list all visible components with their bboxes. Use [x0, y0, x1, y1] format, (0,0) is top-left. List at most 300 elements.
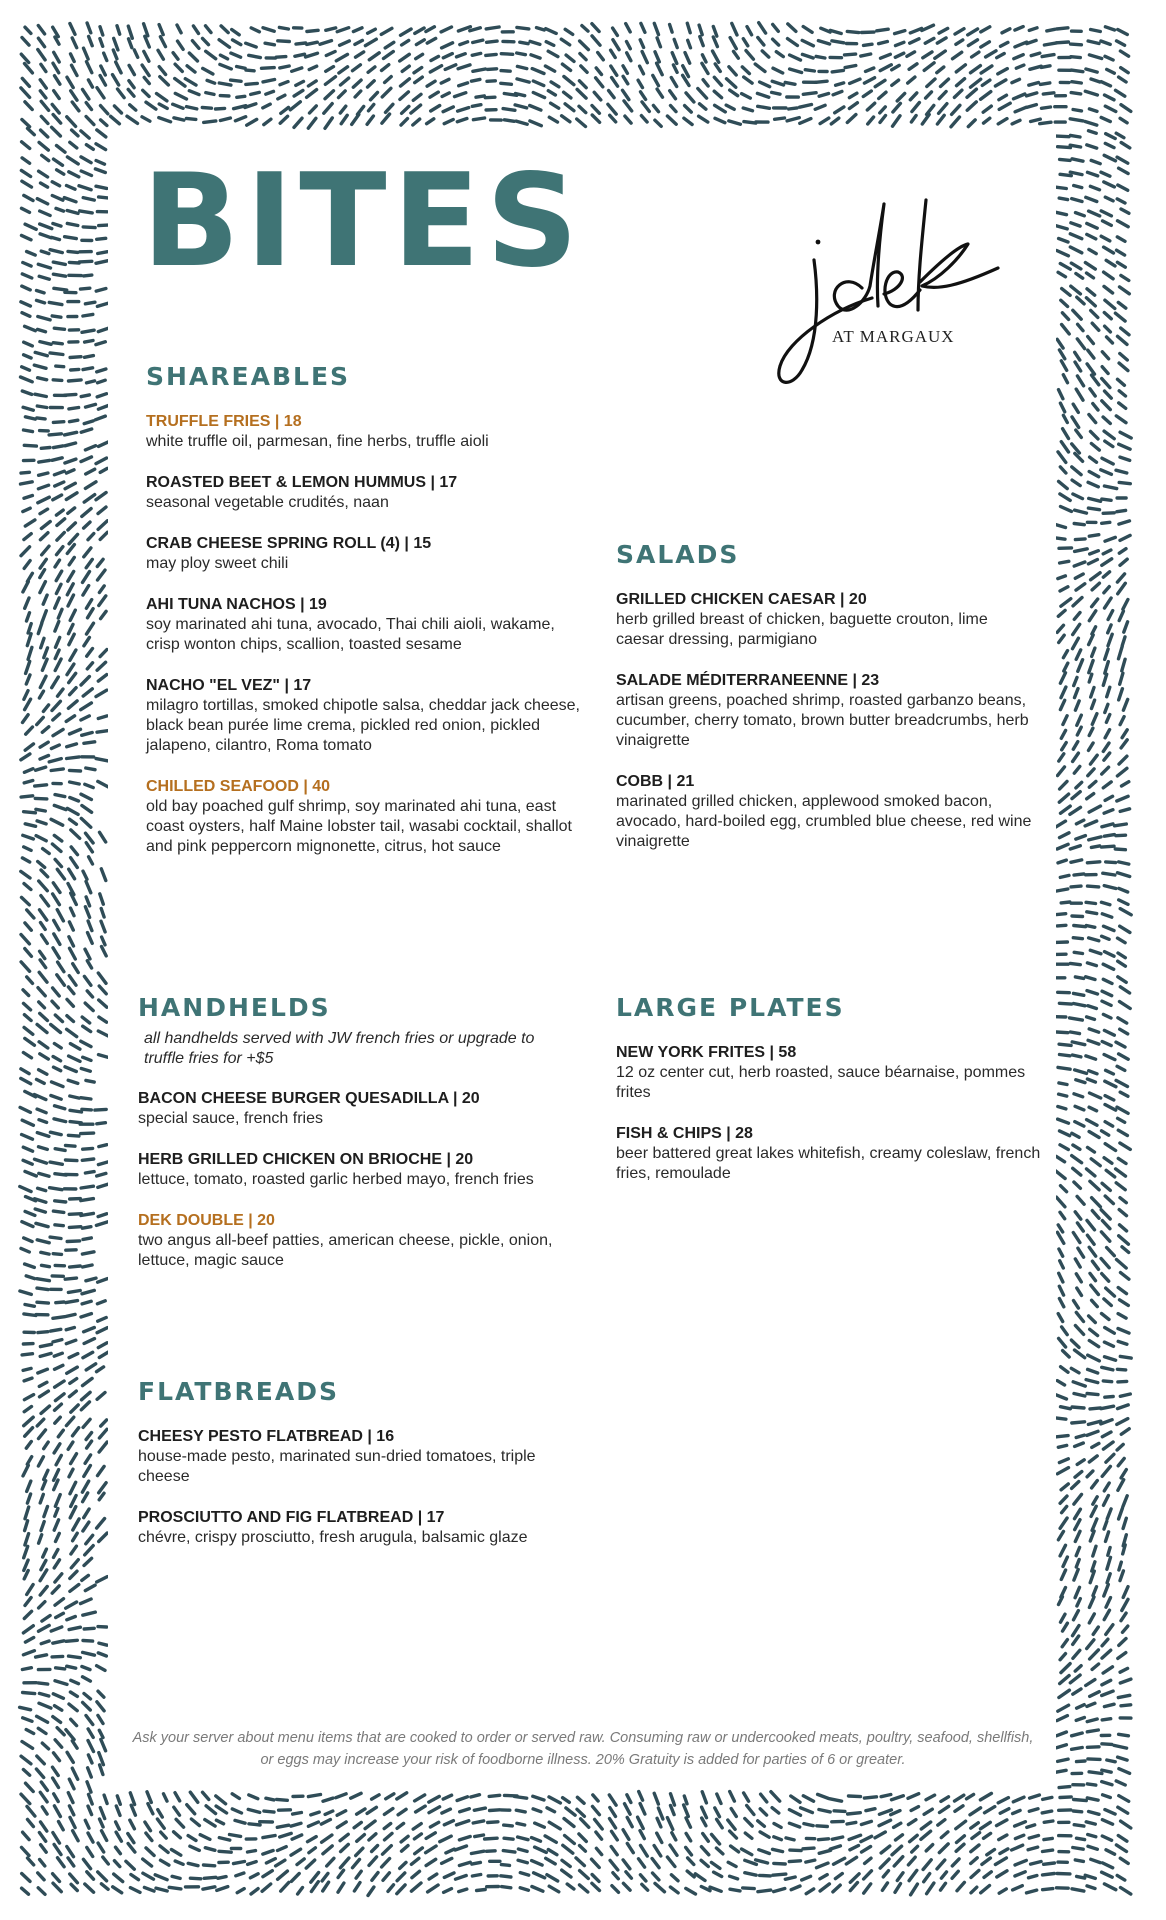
pattern-dash: [1073, 753, 1079, 761]
pattern-dash: [800, 119, 811, 124]
pattern-dash: [99, 1483, 106, 1493]
jdek-logo: [762, 190, 1022, 400]
pattern-dash: [70, 688, 77, 695]
pattern-dash: [101, 909, 104, 918]
pattern-dash: [24, 1015, 31, 1021]
pattern-dash: [220, 55, 227, 59]
pattern-dash: [98, 380, 106, 383]
pattern-dash: [745, 1833, 752, 1838]
pattern-dash: [892, 65, 900, 69]
pattern-dash: [501, 54, 512, 55]
pattern-dash: [70, 1096, 79, 1098]
pattern-dash: [880, 107, 886, 113]
pattern-dash: [159, 25, 163, 35]
pattern-dash: [1073, 1650, 1080, 1658]
pattern-dash: [79, 261, 91, 262]
pattern-dash: [54, 1806, 60, 1817]
pattern-dash: [577, 89, 586, 98]
pattern-dash: [1074, 1800, 1087, 1801]
pattern-dash: [27, 634, 31, 646]
pattern-dash: [623, 1883, 630, 1890]
pattern-dash: [563, 1798, 570, 1803]
pattern-dash: [640, 1831, 644, 1839]
pattern-dash: [43, 849, 50, 854]
pattern-dash: [1117, 1066, 1125, 1070]
pattern-dash: [204, 121, 216, 123]
pattern-dash: [895, 1884, 901, 1893]
pattern-dash: [192, 41, 199, 49]
pattern-dash: [70, 610, 75, 620]
pattern-dash: [1117, 796, 1128, 801]
pattern-dash: [1120, 1858, 1128, 1863]
pattern-dash: [1087, 912, 1097, 914]
pattern-dash: [129, 39, 132, 48]
pattern-dash: [56, 571, 62, 581]
pattern-dash: [655, 120, 661, 126]
pattern-dash: [96, 289, 106, 292]
pattern-dash: [66, 493, 77, 500]
pattern-dash: [1119, 1796, 1129, 1802]
pattern-dash: [729, 67, 736, 75]
pattern-dash: [263, 1851, 273, 1855]
pattern-dash: [65, 237, 77, 239]
pattern-dash: [1087, 1431, 1098, 1435]
pattern-dash: [1120, 987, 1129, 993]
pattern-dash: [22, 38, 29, 46]
pattern-dash: [937, 67, 944, 73]
pattern-dash: [530, 121, 541, 126]
pattern-dash: [562, 1870, 571, 1877]
pattern-dash: [52, 701, 60, 710]
pattern-dash: [734, 51, 739, 58]
pattern-dash: [262, 68, 275, 69]
pattern-dash: [1060, 1145, 1068, 1150]
pattern-dash: [581, 66, 587, 72]
pattern-dash: [83, 1641, 93, 1642]
menu-item: [146, 595, 586, 655]
pattern-dash: [67, 1847, 74, 1857]
pattern-dash: [1105, 95, 1115, 100]
pattern-dash: [968, 120, 975, 127]
pattern-dash: [545, 66, 554, 71]
pattern-dash: [596, 78, 603, 87]
pattern-dash: [71, 847, 77, 855]
pattern-dash: [984, 1872, 991, 1878]
pattern-dash: [67, 757, 80, 759]
pattern-dash: [83, 1859, 90, 1868]
pattern-dash: [850, 1883, 857, 1891]
pattern-dash: [474, 1808, 485, 1810]
pattern-dash: [579, 1834, 586, 1842]
pattern-dash: [414, 68, 422, 73]
pattern-dash: [69, 262, 79, 263]
pattern-dash: [22, 208, 30, 212]
pattern-dash: [71, 54, 75, 62]
pattern-dash: [818, 1794, 829, 1798]
pattern-dash: [1121, 1705, 1131, 1706]
pattern-dash: [21, 88, 30, 98]
pattern-dash: [564, 1819, 574, 1827]
pattern-dash: [1103, 550, 1111, 554]
pattern-dash: [145, 1822, 151, 1831]
pattern-dash: [732, 23, 737, 35]
pattern-dash: [66, 1602, 77, 1608]
pattern-dash: [70, 357, 81, 358]
pattern-dash: [23, 1626, 33, 1633]
pattern-dash: [23, 990, 29, 996]
pattern-dash: [1103, 221, 1112, 226]
pattern-dash: [401, 1836, 408, 1842]
pattern-dash: [1102, 1274, 1109, 1282]
pattern-dash: [216, 1806, 227, 1813]
pattern-dash: [22, 1742, 33, 1749]
pattern-dash: [53, 1211, 63, 1212]
pattern-dash: [37, 1288, 48, 1290]
pattern-dash: [1071, 1368, 1079, 1373]
pattern-dash: [87, 1782, 91, 1792]
pattern-dash: [472, 53, 481, 55]
pattern-dash: [22, 142, 30, 149]
pattern-dash: [204, 1877, 216, 1878]
pattern-dash: [73, 964, 79, 973]
pattern-dash: [1087, 963, 1096, 966]
pattern-dash: [39, 1625, 50, 1631]
pattern-dash: [86, 1716, 93, 1725]
pattern-dash: [217, 1887, 228, 1891]
pattern-dash: [1120, 1679, 1131, 1683]
pattern-dash: [1071, 1340, 1079, 1347]
pattern-dash: [100, 468, 107, 472]
pattern-dash: [939, 104, 947, 114]
pattern-dash: [1057, 1197, 1065, 1207]
pattern-dash: [548, 51, 558, 56]
pattern-dash: [1090, 1692, 1100, 1697]
pattern-dash: [1076, 1547, 1079, 1555]
pattern-dash: [71, 1560, 78, 1568]
pattern-dash: [276, 1860, 285, 1866]
pattern-dash: [698, 89, 707, 99]
pattern-dash: [592, 1883, 600, 1890]
pattern-dash: [41, 116, 48, 123]
pattern-dash: [1063, 1351, 1070, 1357]
pattern-dash: [1075, 549, 1088, 552]
pattern-dash: [1089, 1812, 1099, 1815]
pattern-dash: [237, 67, 246, 69]
pattern-dash: [130, 1820, 135, 1829]
pattern-dash: [1102, 401, 1111, 410]
pattern-dash: [728, 1862, 736, 1866]
pattern-dash: [883, 1871, 888, 1877]
pattern-dash: [35, 394, 46, 396]
pattern-dash: [516, 121, 527, 124]
pattern-dash: [22, 1668, 31, 1670]
pattern-dash: [518, 1849, 527, 1851]
pattern-dash: [351, 1793, 361, 1798]
pattern-dash: [1089, 938, 1099, 941]
pattern-dash: [54, 1550, 58, 1558]
pattern-dash: [546, 1858, 556, 1864]
pattern-dash: [218, 1877, 226, 1879]
pattern-dash: [53, 1767, 59, 1775]
pattern-dash: [426, 1833, 435, 1839]
pattern-dash: [402, 40, 409, 45]
pattern-dash: [1087, 273, 1094, 278]
pattern-dash: [1077, 727, 1081, 735]
pattern-dash: [53, 1641, 64, 1643]
pattern-dash: [562, 1860, 570, 1866]
pattern-dash: [516, 1810, 525, 1812]
pattern-dash: [1118, 302, 1126, 308]
pattern-dash: [39, 1703, 51, 1708]
pattern-dash: [53, 894, 60, 905]
pattern-dash: [41, 923, 46, 930]
pattern-dash: [955, 1795, 964, 1801]
pattern-dash: [98, 570, 106, 580]
pattern-dash: [356, 52, 364, 57]
pattern-dash: [1103, 964, 1114, 969]
pattern-dash: [1105, 391, 1112, 398]
pattern-dash: [369, 1834, 376, 1840]
pattern-dash: [548, 1850, 557, 1855]
pattern-dash: [551, 103, 559, 108]
pattern-dash: [501, 1876, 511, 1877]
pattern-dash: [1087, 289, 1095, 295]
pattern-dash: [927, 1883, 934, 1894]
pattern-dash: [1072, 1733, 1083, 1736]
pattern-dash: [84, 1509, 89, 1518]
pattern-dash: [54, 805, 66, 809]
pattern-dash: [66, 1328, 74, 1330]
pattern-dash: [699, 25, 702, 35]
pattern-dash: [99, 1533, 108, 1542]
pattern-dash: [86, 1364, 96, 1370]
pattern-dash: [50, 1162, 62, 1164]
pattern-dash: [44, 1507, 48, 1517]
pattern-dash: [672, 1833, 676, 1840]
pattern-dash: [38, 378, 47, 380]
pattern-dash: [893, 116, 901, 126]
pattern-dash: [52, 1656, 63, 1657]
pattern-dash: [530, 106, 541, 111]
pattern-dash: [908, 1857, 915, 1865]
pattern-dash: [1061, 902, 1070, 903]
pattern-dash: [1074, 952, 1082, 953]
pattern-dash: [745, 1819, 752, 1827]
pattern-dash: [1087, 223, 1097, 228]
pattern-dash: [67, 808, 78, 814]
pattern-dash: [1087, 1169, 1095, 1176]
pattern-dash: [52, 677, 59, 688]
pattern-dash: [53, 1833, 60, 1844]
pattern-dash: [26, 727, 33, 734]
pattern-dash: [1118, 1381, 1127, 1382]
pattern-dash: [1102, 522, 1110, 523]
pattern-dash: [820, 1875, 827, 1879]
pattern-dash: [1076, 1560, 1079, 1568]
pattern-dash: [596, 68, 601, 75]
pattern-dash: [1059, 1083, 1067, 1085]
pattern-dash: [87, 991, 92, 997]
pattern-dash: [40, 951, 45, 958]
pattern-dash: [37, 1133, 49, 1137]
pattern-dash: [1070, 234, 1082, 239]
pattern-dash: [551, 82, 559, 87]
pattern-dash: [1092, 1443, 1099, 1447]
pattern-dash: [24, 1378, 32, 1381]
pattern-dash: [1089, 1247, 1096, 1256]
pattern-dash: [1089, 611, 1096, 621]
pattern-dash: [372, 1873, 378, 1881]
pattern-dash: [67, 664, 74, 675]
pattern-dash: [1074, 874, 1084, 875]
pattern-dash: [758, 38, 764, 46]
pattern-dash: [81, 1098, 91, 1099]
pattern-dash: [24, 1546, 28, 1557]
pattern-dash: [1059, 1338, 1066, 1347]
pattern-dash: [85, 302, 95, 304]
pattern-dash: [517, 1823, 525, 1825]
pattern-dash: [38, 329, 46, 331]
pattern-dash: [430, 1822, 438, 1827]
pattern-dash: [456, 1876, 467, 1880]
pattern-dash: [1088, 508, 1099, 510]
pattern-dash: [504, 1838, 513, 1839]
pattern-dash: [803, 93, 816, 95]
pattern-dash: [40, 960, 46, 968]
pattern-dash: [1056, 538, 1065, 539]
pattern-dash: [939, 1844, 948, 1853]
pattern-dash: [86, 1080, 94, 1082]
pattern-dash: [221, 26, 228, 33]
pattern-dash: [25, 326, 36, 330]
pattern-dash: [595, 1819, 603, 1829]
pattern-dash: [429, 1796, 440, 1802]
pattern-dash: [292, 1874, 300, 1882]
pattern-dash: [296, 43, 306, 44]
pattern-dash: [684, 118, 692, 124]
item-description: white truffle oil, parmesan, fine herbs, truffle aioli: [146, 433, 489, 450]
pattern-dash: [638, 1817, 644, 1828]
pattern-dash: [25, 923, 31, 930]
pattern-dash: [24, 1417, 34, 1426]
pattern-dash: [249, 1795, 258, 1799]
pattern-dash: [1093, 1546, 1096, 1556]
pattern-dash: [306, 1860, 315, 1868]
pattern-dash: [416, 54, 423, 58]
pattern-dash: [1063, 716, 1067, 725]
pattern-dash: [54, 1444, 60, 1453]
pattern-dash: [1088, 1355, 1100, 1361]
pattern-dash: [1101, 470, 1112, 475]
pattern-dash: [38, 623, 42, 633]
pattern-dash: [68, 1135, 79, 1136]
pattern-dash: [1061, 361, 1066, 371]
pattern-dash: [42, 1807, 47, 1814]
pattern-dash: [457, 54, 466, 57]
pattern-dash: [1108, 634, 1112, 646]
pattern-dash: [20, 1107, 30, 1112]
pattern-dash: [99, 225, 108, 226]
pattern-dash: [81, 1199, 94, 1201]
pattern-dash: [1092, 627, 1096, 634]
pattern-dash: [159, 67, 165, 75]
pattern-dash: [37, 1079, 45, 1083]
pattern-dash: [866, 1809, 875, 1811]
pattern-dash: [1060, 1797, 1071, 1798]
pattern-dash: [369, 104, 374, 110]
pattern-dash: [1063, 651, 1067, 658]
pattern-dash: [1120, 118, 1127, 123]
pattern-dash: [849, 1835, 861, 1839]
pattern-dash: [26, 1276, 35, 1279]
pattern-dash: [1061, 300, 1068, 306]
pattern-dash: [21, 962, 30, 971]
pattern-dash: [1086, 1380, 1098, 1383]
pattern-dash: [1092, 1300, 1098, 1306]
pattern-dash: [24, 884, 31, 890]
pattern-dash: [1087, 1798, 1098, 1800]
pattern-dash: [1116, 1169, 1126, 1176]
pattern-dash: [22, 367, 30, 370]
pattern-dash: [203, 68, 213, 74]
pattern-dash: [745, 1873, 756, 1876]
pattern-dash: [85, 1455, 91, 1463]
pattern-dash: [759, 23, 766, 33]
pattern-dash: [1059, 350, 1064, 359]
pattern-dash: [24, 1314, 36, 1316]
pattern-dash: [25, 1521, 28, 1531]
pattern-dash: [671, 1875, 678, 1881]
pattern-dash: [1103, 1863, 1113, 1868]
pattern-dash: [1087, 1719, 1097, 1722]
pattern-dash: [326, 52, 335, 56]
pattern-dash: [81, 1213, 94, 1215]
pattern-dash: [53, 1057, 61, 1061]
pattern-dash: [845, 66, 856, 68]
pattern-dash: [1073, 1626, 1080, 1636]
pattern-dash: [835, 107, 844, 113]
pattern-dash: [98, 507, 106, 513]
pattern-dash: [82, 733, 93, 736]
pattern-dash: [23, 1160, 32, 1164]
pattern-dash: [54, 920, 59, 929]
pattern-dash: [53, 63, 59, 73]
pattern-dash: [73, 1831, 79, 1841]
pattern-dash: [997, 1820, 1007, 1826]
pattern-dash: [66, 1417, 73, 1425]
pattern-dash: [307, 42, 318, 44]
pattern-dash: [1092, 323, 1099, 330]
pattern-dash: [43, 595, 47, 604]
menu-item: [146, 473, 586, 513]
pattern-dash: [971, 1858, 978, 1864]
pattern-dash: [1119, 1210, 1126, 1216]
pattern-dash: [1116, 1183, 1125, 1190]
pattern-dash: [96, 186, 107, 188]
pattern-dash: [66, 1314, 75, 1316]
pattern-dash: [1091, 444, 1099, 451]
pattern-dash: [24, 769, 33, 773]
pattern-dash: [1012, 79, 1020, 82]
pattern-dash: [1119, 888, 1128, 892]
pattern-dash: [175, 64, 182, 71]
pattern-dash: [833, 1885, 840, 1892]
pattern-dash: [1062, 743, 1067, 750]
pattern-dash: [861, 1836, 872, 1841]
item-description: milagro tortillas, smoked chipotle salsa, cheddar jack cheese, black bean purée lime crema, pickled red onion, pickled jalapeno, cilantro, Roma tomato: [146, 697, 580, 754]
pattern-dash: [1121, 1821, 1131, 1828]
pattern-dash: [1077, 1876, 1085, 1878]
